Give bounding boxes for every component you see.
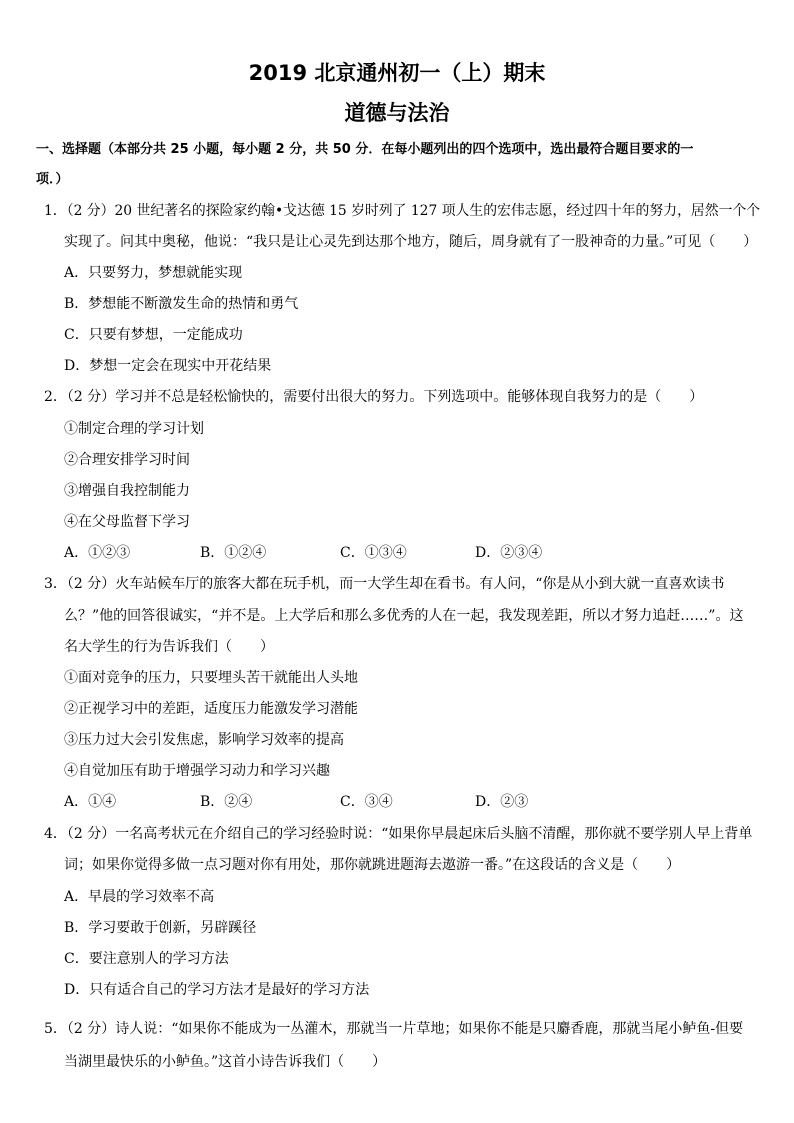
question-2-option-a: A．①②③ <box>64 545 131 561</box>
question-2-option-d: D．②③④ <box>475 545 543 561</box>
question-4-option-d: D．只有适合自己的学习方法才是最好的学习方法 <box>64 982 370 998</box>
question-2-item-4: ④在父母监督下学习 <box>64 514 190 530</box>
question-1-option-c: C．只要有梦想，一定能成功 <box>64 327 243 343</box>
question-2-option-b: B．①②④ <box>200 545 267 561</box>
question-3-item-1: ①面对竞争的压力，只要埋头苦干就能出人头地 <box>64 670 358 686</box>
question-1-stem-line1: 1．（2 分）20 世纪著名的探险家约翰•戈达德 15 岁时列了 127 项人生的宏伟志愿，经过四十年的努力，居然一个个 <box>44 203 761 219</box>
question-5-stem-line1: 5．（2 分）诗人说：“如果你不能成为一丛灌木，那就当一片草地；如果你不能是只麝香鹿，那就当尾小鲈鱼-但要 <box>44 1021 744 1037</box>
question-4-stem-line1: 4．（2 分）一名高考状元在介绍自己的学习经验时说：“如果你早晨起床后头脑不清醒，那你就不要学别人早上背单 <box>44 826 753 842</box>
question-3-option-c: C．③④ <box>340 794 393 810</box>
subject-title: 道德与法治 <box>344 101 450 125</box>
question-3-stem-line3: 名大学生的行为告诉我们（ ） <box>64 639 274 655</box>
question-3-stem-line1: 3．（2 分）火车站候车厅的旅客大都在玩手机，而一大学生却在看书。有人问，“你是从小到大就一直喜欢读书 <box>44 576 725 592</box>
question-3-option-d: D．②③ <box>475 794 529 810</box>
section-heading-line2: 项．） <box>36 172 69 187</box>
question-3-stem-line2: 么？”他的回答很诚实，“并不是。上大学后和那么多优秀的人在一起，我发现差距，所以才努力追赶……”。这 <box>64 608 744 624</box>
question-2-item-1: ①制定合理的学习计划 <box>64 421 204 437</box>
question-4-option-a: A．早晨的学习效率不高 <box>64 889 215 905</box>
question-2-stem-line1: 2．（2 分）学习并不总是轻松愉快的，需要付出很大的努力。下列选项中。能够体现自我努力的是（ ） <box>44 389 704 405</box>
question-5-stem-line2: 当湖里最快乐的小鲈鱼。”这首小诗告诉我们（ ） <box>64 1054 387 1070</box>
question-3-item-3: ③压力过大会引发焦虑，影响学习效率的提高 <box>64 732 344 748</box>
question-3-option-b: B．②④ <box>200 794 253 810</box>
question-3-option-a: A．①④ <box>64 794 117 810</box>
question-2-option-c: C．①③④ <box>340 545 407 561</box>
exam-title: 2019 北京通州初一（上）期末 <box>248 61 546 85</box>
question-4-option-b: B．学习要敢于创新，另辟蹊径 <box>64 920 257 936</box>
section-heading-line1: 一、选择题（本部分共 25 小题，每小题 2 分，共 50 分．在每小题列出的四个选项中，选出最符合题目要求的一 <box>36 142 694 157</box>
question-4-stem-line2: 词；如果你觉得多做一点习题对你有用处，那你就跳进题海去遨游一番。”在这段话的含义是（ ） <box>64 857 681 873</box>
question-1-option-a: A．只要努力，梦想就能实现 <box>64 265 243 281</box>
question-2-item-3: ③增强自我控制能力 <box>64 483 190 499</box>
question-3-item-2: ②正视学习中的差距，适度压力能激发学习潜能 <box>64 701 358 717</box>
question-3-item-4: ④自觉加压有助于增强学习动力和学习兴趣 <box>64 763 330 779</box>
question-4-option-c: C．要注意别人的学习方法 <box>64 951 229 967</box>
question-2-item-2: ②合理安排学习时间 <box>64 452 190 468</box>
question-1-option-d: D．梦想一定会在现实中开花结果 <box>64 358 272 374</box>
question-1-stem-line2: 实现了。问其中奥秘，他说：“我只是让心灵先到达那个地方，随后，周身就有了一股神奇的力量。”可见（ ） <box>64 234 758 250</box>
question-1-option-b: B．梦想能不断激发生命的热情和勇气 <box>64 296 299 312</box>
